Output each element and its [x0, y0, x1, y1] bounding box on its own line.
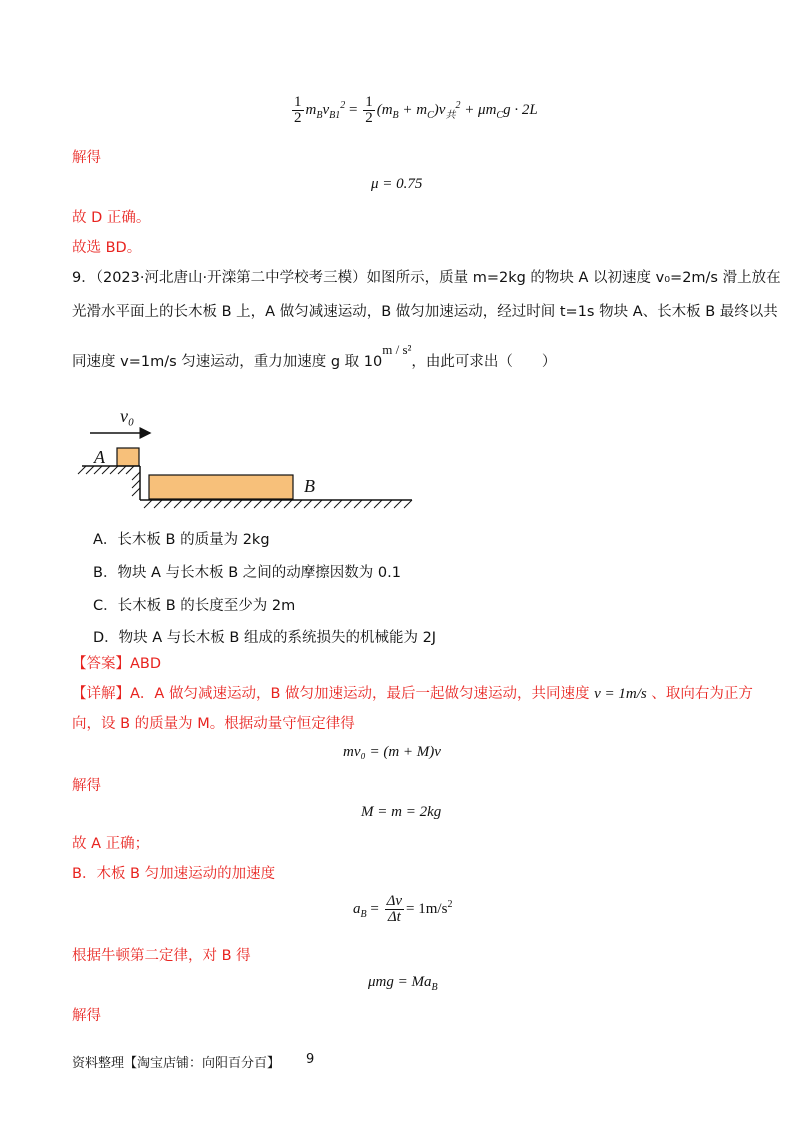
detail-line-2: 向，设 B 的质量为 M。根据动量守恒定律得 — [72, 716, 355, 732]
option-b: B．物块 A 与长木板 B 之间的动摩擦因数为 0.1 — [93, 565, 401, 581]
answer: 【答案】ABD — [72, 656, 162, 672]
conclusion-d: 故 D 正确。 — [72, 210, 151, 226]
board-b — [149, 475, 293, 499]
conclusion-a: 故 A 正确； — [72, 836, 150, 852]
equation-acceleration: $a_B$ = $\frac{\Delta v}{\Delta t}$ = $1m/s^2$ — [353, 893, 453, 925]
solve-label-2: 解得 — [72, 778, 101, 794]
unit-ms2: m / s² — [382, 342, 412, 357]
question-9-line-3: 同速度 v=1m/s 匀速运动，重力加速度 g 取 10m / s²，由此可求出（ ） — [72, 342, 557, 370]
equation-momentum: mv₀ = (m + M)v — [343, 744, 441, 760]
equation-newton: $\mu mg = Ma_B$ — [368, 974, 438, 993]
solve-label-3: 解得 — [72, 1008, 101, 1024]
option-d: D．物块 A 与长木板 B 组成的系统损失的机械能为 2J — [93, 630, 437, 646]
equation-energy: $\frac{1}{2}$ $m_Bv_{B1}^2$ = $\frac{1}{2}$ $(m_B + m_C)v_共^2 + \mu m_Cg \cdot 2L$ — [294, 94, 538, 126]
physics-figure — [72, 400, 422, 510]
equation-mu: μ = 0.75 — [371, 176, 423, 192]
page-number: 9 — [306, 1052, 315, 1067]
common-velocity: v = 1m/s — [594, 686, 647, 702]
conclusion-choice: 故选 BD。 — [72, 240, 142, 256]
newton-law-intro: 根据牛顿第二定律，对 B 得 — [72, 948, 251, 964]
option-c: C．长木板 B 的长度至少为 2m — [93, 598, 296, 614]
block-a — [117, 448, 139, 466]
equation-mass: M = m = 2kg — [361, 804, 442, 820]
question-9-line-1: 9．（2023·河北唐山·开滦第二中学校考三模）如图所示，质量 m=2kg 的物块 A 以初速度 v₀=2m/s 滑上放在 — [72, 270, 781, 286]
option-a: A．长木板 B 的质量为 2kg — [93, 532, 270, 548]
question-9-line-2: 光滑水平面上的长木板 B 上，A 做匀减速运动，B 做匀加速运动，经过时间 t=1s 物块 A、长木板 B 最终以共 — [72, 304, 778, 320]
detail-line-1: 【详解】A．A 做匀减速运动，B 做匀加速运动，最后一起做匀速运动，共同速度 v = 1m/s 、取向右为正方 — [72, 686, 753, 702]
label-b: B — [304, 476, 315, 496]
part-b-intro: B．木板 B 匀加速运动的加速度 — [72, 866, 276, 882]
footer-source: 资料整理【淘宝店铺：向阳百分百】 — [72, 1056, 281, 1071]
label-v0: v₀ — [120, 406, 135, 426]
solve-label-1: 解得 — [72, 150, 101, 166]
label-a: A — [94, 447, 105, 467]
